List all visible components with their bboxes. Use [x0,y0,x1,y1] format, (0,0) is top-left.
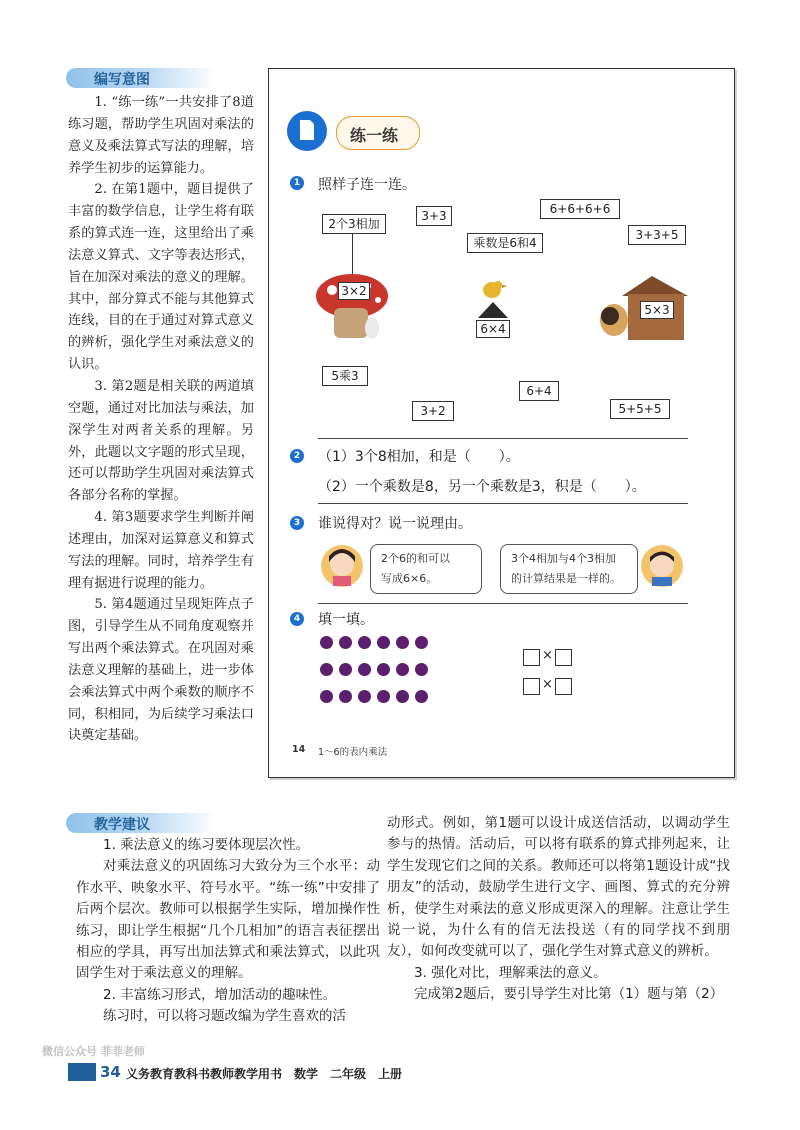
speech-bubble-girl [370,544,482,594]
answer-box[interactable] [523,678,540,695]
answer-box[interactable] [555,678,572,695]
section-header-advice-label: 教学建议 [94,817,150,833]
mushroom-house-icon [312,270,392,342]
dot [358,690,371,703]
question-number-2: 2 [290,449,304,463]
footer-bar [68,1063,96,1081]
advice-paragraph: 1. 乘法意义的练习要体现层次性。 [103,837,310,853]
intent-paragraph: 5. 第4题通过呈现矩阵点子图，引导学生从不同角度观察并写出两个乘法算式。在巩固对乘法意义理解的基础上，进一步体会乘法算式中两个乘数的顺序不同，积相同，为后续学习乘法口诀奠定基础。 [68,597,254,744]
card-5cheng3: 5乘3 [322,366,368,386]
dot [396,636,409,649]
card-555: 5+5+5 [610,399,670,419]
dot [339,663,352,676]
card-335: 3+3+5 [628,225,686,245]
girl-avatar-icon [320,542,364,590]
card-3p3: 3+3 [416,206,452,226]
dot [415,690,428,703]
bubble-text: 的计算结果是一样的。 [511,572,621,585]
question-2-line-2: （2）一个乘数是8，另一个乘数是3，积是（ ）。 [318,479,646,495]
question-4-text: 填一填。 [318,612,374,628]
question-number-3: 3 [290,516,304,530]
divider [318,438,688,439]
advice-left-column [76,835,380,1028]
card-6x4: 6×4 [476,320,510,338]
advice-paragraph: 对乘法意义的巩固练习大致分为三个水平：动作水平、映象水平、符号水平。“练一练”中安排了后两个层次。教师可以根据学生实际，增加操作性练习，即让学生根据“几个几相加”的语言表征摆出相应的学具，再写出加法算式和乘法算式，以此巩固学生对于乘法意义的理解。 [76,858,380,982]
card-2ge3: 2个3相加 [322,214,386,234]
question-number-4: 4 [290,612,304,626]
advice-paragraph: 动形式。例如，第1题可以设计成送信活动，以调动学生参与的热情。活动后，可以将有联系的算式排列起来，让学生发现它们之间的关系。教师还可以将第1题设计成“找朋友”的活动，鼓励学生进行文字、画图、算式的充分辨析，使学生对乘法的意义形成更深入的理解。注意让学生说一说，为什么有的信无法投送（有的同学找不到朋友），如何改变就可以了，强化学生对算式意义的辨析。 [387,815,730,960]
section-header-intent-label: 编写意图 [94,72,150,88]
dot [415,663,428,676]
intent-paragraph: 4. 第3题要求学生判断并阐述理由，加深对运算意义和算式写法的理解。同时，培养学生有理有据进行说理的能力。 [68,510,254,591]
dot [358,636,371,649]
advice-paragraph: 2. 丰富练习形式，增加活动的趣味性。 [103,986,337,1003]
question-number-1: 1 [290,176,304,190]
card-5x3: 5×3 [640,301,674,319]
card-chengshu: 乘数是6和4 [467,233,543,253]
speech-bubble-boy [500,544,638,594]
divider [318,603,688,604]
card-3p2: 3+2 [412,401,454,421]
book-page-number: 14 [292,744,306,755]
dot [377,663,390,676]
watermark: 微信公众号 菲菲老师 [42,1045,145,1058]
boy-avatar-icon [640,542,684,590]
dot [377,690,390,703]
answer-box[interactable] [555,649,572,666]
intent-paragraph: 1. “练一练”一共安排了8道练习题，帮助学生巩固对乘法的意义及乘法算式写法的理解，培养学生初步的运算能力。 [68,95,254,176]
advice-right-column [387,813,730,1006]
dot [339,690,352,703]
question-2-line-1: （1）3个8相加，和是（ ）。 [318,449,520,465]
bubble-text: 2个6的和可以 [381,552,450,565]
section-header-advice [66,813,216,833]
dot [339,636,352,649]
footer-book-title: 义务教育教科书教师教学用书 数学 二年级 上册 [126,1067,403,1081]
answer-box[interactable] [523,649,540,666]
dot [320,636,333,649]
bubble-text: 3个4相加与4个3相加 [511,552,616,565]
section-header-intent [66,68,216,88]
card-6p4: 6+4 [519,381,559,401]
document-icon [287,111,327,151]
dot [320,690,333,703]
times-sign: × [542,648,553,663]
intent-paragraphs [68,92,254,747]
card-3x2: 3×2 [338,282,370,300]
book-page-caption: 1～6的表内乘法 [318,747,388,758]
bird-icon [470,276,516,326]
divider [318,503,688,504]
intent-paragraph: 2. 在第1题中，题目提供了丰富的数学信息，让学生将有联系的算式连一连，这里给出了乘法意义算式、文字等表达形式，旨在加深对乘法的意义的理解。其中，部分算式不能与其他算式连线，目的在于通过对算式意义的辨析，强化学生对乘法意义的认识。 [68,182,254,373]
footer-page-number: 34 [100,1063,121,1081]
dot [396,663,409,676]
advice-paragraph: 3. 强化对比，理解乘法的意义。 [414,964,607,981]
advice-paragraph: 练习时，可以将习题改编为学生喜欢的活 [103,1008,346,1025]
card-6666: 6+6+6+6 [540,199,620,219]
section-title-pill [336,116,420,150]
section-title: 练一练 [350,126,399,145]
times-sign: × [542,677,553,692]
bubble-text: 写成6×6。 [381,572,438,585]
dot [415,636,428,649]
question-3-text: 谁说得对？说一说理由。 [318,516,472,532]
dot [358,663,371,676]
advice-paragraph: 完成第2题后，要引导学生对比第（1）题与第（2） [414,986,724,1003]
dot [396,690,409,703]
intent-paragraph: 3. 第2题是相关联的两道填空题，通过对比加法与乘法，加深学生对两者关系的理解。另外，此题以文字题的形式呈现，还可以帮助学生巩固对乘法算式各部分名称的掌握。 [68,378,254,504]
dot [320,663,333,676]
dot [377,636,390,649]
question-1-text: 照样子连一连。 [318,177,416,193]
